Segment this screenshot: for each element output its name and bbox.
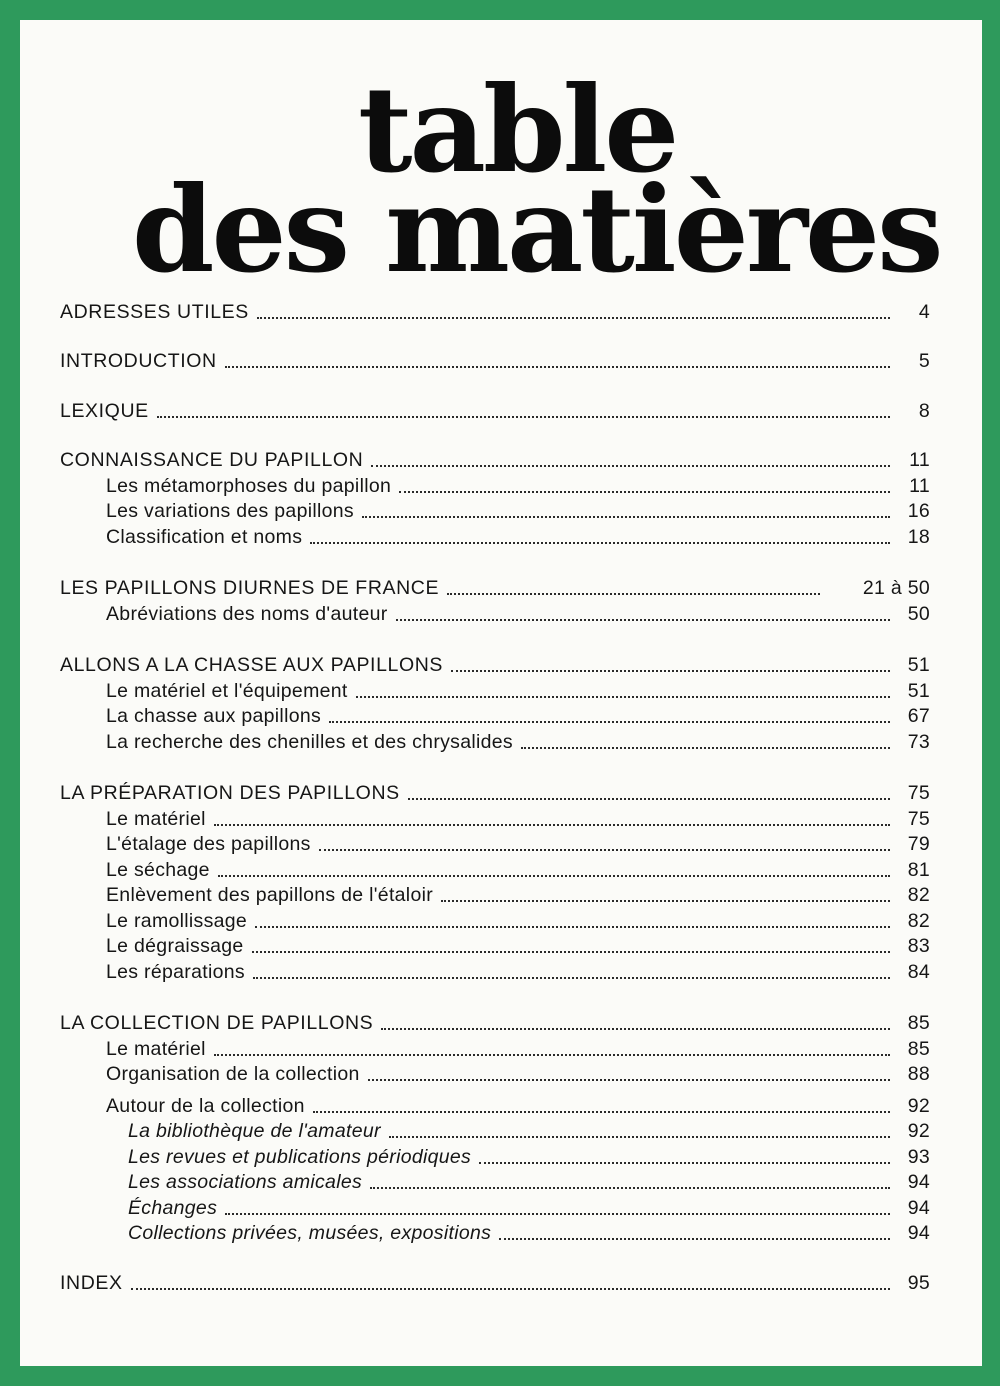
- toc-page-number: 93: [907, 1145, 930, 1168]
- dot-leader: [214, 1054, 890, 1056]
- toc-page-number: 67: [907, 705, 930, 727]
- toc-subentry: [60, 907, 930, 933]
- toc-section-diurnes: [60, 575, 930, 626]
- toc-section-preparation: [60, 780, 930, 984]
- toc-page-number: 92: [907, 1094, 930, 1117]
- toc-subentry: [60, 933, 930, 959]
- toc-page-number: 94: [907, 1171, 930, 1193]
- toc-subentry: [60, 1092, 930, 1118]
- toc-page-number: 82: [907, 884, 930, 906]
- toc-page-number: 50: [907, 602, 930, 625]
- dot-leader: [396, 619, 890, 621]
- dot-leader: [370, 1187, 890, 1189]
- toc-label: Le séchage: [106, 858, 210, 881]
- toc-section-connaissance: [60, 447, 930, 549]
- toc-subentry: [60, 831, 930, 857]
- toc-page-number: 85: [907, 1012, 930, 1034]
- toc-subentry: [60, 472, 930, 498]
- toc-subentry: [60, 728, 930, 754]
- toc-subsubentry: [60, 1169, 930, 1195]
- document-page: [20, 20, 982, 1366]
- dot-leader: [499, 1238, 890, 1240]
- toc-subentry: [60, 805, 930, 831]
- spacer: [60, 373, 930, 397]
- spacer: [60, 984, 930, 1010]
- dot-leader: [381, 1028, 890, 1030]
- toc-subsubentry: [60, 1118, 930, 1144]
- toc-label: CONNAISSANCE DU PAPILLON: [60, 449, 364, 471]
- toc-label: LA COLLECTION DE PAPILLONS: [60, 1012, 374, 1034]
- toc-label: Échanges: [128, 1196, 218, 1219]
- dot-leader: [368, 1079, 890, 1081]
- spacer: [60, 626, 930, 652]
- toc-page-number: 75: [907, 782, 930, 804]
- spacer: [60, 423, 930, 447]
- toc-page-number: 92: [907, 1120, 930, 1142]
- toc-label: Le matériel: [106, 807, 206, 830]
- toc-subentry: [60, 600, 930, 626]
- dot-leader: [225, 366, 890, 368]
- toc-subentry: [60, 958, 930, 984]
- toc-label: Le matériel et l'équipement: [106, 679, 348, 702]
- toc-subentry: [60, 882, 930, 908]
- toc-page-number: 84: [907, 960, 930, 983]
- dot-leader: [451, 670, 890, 672]
- spacer: [60, 754, 930, 780]
- toc-label: Les métamorphoses du papillon: [106, 474, 392, 497]
- toc-label: Enlèvement des papillons de l'étaloir: [106, 884, 434, 906]
- dot-leader: [408, 798, 890, 800]
- toc-entry: [60, 780, 930, 806]
- table-of-contents: [60, 298, 930, 1295]
- toc-page-number: 85: [907, 1037, 930, 1060]
- toc-label: Le matériel: [106, 1037, 206, 1060]
- toc-entry-index: [60, 1269, 930, 1295]
- toc-label: Le dégraissage: [106, 935, 244, 957]
- dot-leader: [356, 696, 890, 698]
- dot-leader: [225, 1213, 890, 1215]
- toc-label: Les variations des papillons: [106, 500, 354, 522]
- toc-section-chasse: [60, 652, 930, 754]
- toc-label: Organisation de la collection: [106, 1063, 360, 1085]
- toc-label: Les revues et publications périodiques: [128, 1145, 472, 1168]
- toc-page-number: 88: [907, 1063, 930, 1085]
- toc-label: Autour de la collection: [106, 1094, 305, 1117]
- toc-label: Classification et noms: [106, 525, 303, 548]
- toc-entry: [60, 575, 930, 601]
- toc-subsubentry: [60, 1220, 930, 1246]
- toc-entry: [60, 447, 930, 473]
- toc-page-number: 79: [907, 833, 930, 855]
- dot-leader: [313, 1111, 890, 1113]
- toc-label: Abréviations des noms d'auteur: [106, 602, 388, 625]
- toc-section-collection: [60, 1010, 930, 1246]
- dot-leader: [214, 824, 890, 826]
- toc-page-number: 16: [907, 500, 930, 522]
- toc-label: INDEX: [60, 1271, 123, 1294]
- toc-label: Les associations amicales: [128, 1171, 363, 1193]
- toc-page-number: 81: [907, 858, 930, 881]
- dot-leader: [447, 593, 820, 595]
- toc-page-number: 11: [909, 474, 930, 497]
- title-line-2: des matières: [132, 160, 941, 299]
- toc-subsubentry: [60, 1194, 930, 1220]
- dot-leader: [310, 542, 890, 544]
- toc-subentry: [60, 498, 930, 524]
- spacer: [60, 324, 930, 348]
- spacer: [60, 549, 930, 575]
- dot-leader: [253, 977, 890, 979]
- dot-leader: [329, 721, 890, 723]
- toc-page-number: 95: [907, 1271, 930, 1294]
- dot-leader: [389, 1136, 890, 1138]
- toc-page-number: 8: [918, 399, 930, 422]
- dot-leader: [319, 849, 890, 851]
- toc-label: LES PAPILLONS DIURNES DE FRANCE: [60, 577, 440, 599]
- toc-page-number: 94: [907, 1196, 930, 1219]
- title-line-1: table: [358, 60, 677, 199]
- page-title: [20, 60, 982, 299]
- toc-page-number: 51: [907, 679, 930, 702]
- toc-page-number: 73: [907, 730, 930, 753]
- dot-leader: [479, 1162, 890, 1164]
- spacer: [60, 1245, 930, 1269]
- toc-label: ADRESSES UTILES: [60, 300, 249, 323]
- toc-subentry: [60, 856, 930, 882]
- toc-label: L'étalage des papillons: [106, 833, 311, 855]
- toc-label: La recherche des chenilles et des chrysalides: [106, 730, 513, 753]
- toc-label: La chasse aux papillons: [106, 705, 322, 727]
- dot-leader: [362, 516, 890, 518]
- toc-label: La bibliothèque de l'amateur: [128, 1120, 381, 1142]
- toc-page-number: 94: [907, 1222, 930, 1244]
- dot-leader: [218, 875, 890, 877]
- toc-page-number: 11: [909, 449, 930, 471]
- toc-label: Collections privées, musées, expositions: [128, 1222, 492, 1244]
- toc-subsubentry: [60, 1143, 930, 1169]
- toc-label: Les réparations: [106, 960, 245, 983]
- dot-leader: [157, 416, 890, 418]
- toc-entry: [60, 652, 930, 678]
- toc-label: ALLONS A LA CHASSE AUX PAPILLONS: [60, 654, 444, 676]
- toc-label: LEXIQUE: [60, 399, 149, 422]
- dot-leader: [131, 1288, 890, 1290]
- toc-subentry: [60, 677, 930, 703]
- toc-label: LA PRÉPARATION DES PAPILLONS: [60, 782, 400, 804]
- dot-leader: [371, 465, 890, 467]
- dot-leader: [255, 926, 890, 928]
- toc-page-number: 75: [907, 807, 930, 830]
- toc-page-number: 4: [918, 300, 930, 323]
- dot-leader: [252, 951, 890, 953]
- toc-entry: [60, 1010, 930, 1036]
- toc-entry-introduction: [60, 348, 930, 374]
- dot-leader: [521, 747, 890, 749]
- toc-subentry: [60, 1061, 930, 1087]
- toc-subentry: [60, 703, 930, 729]
- toc-entry-adresses: [60, 298, 930, 324]
- toc-subentry: [60, 1035, 930, 1061]
- toc-page-number: 21 à 50: [862, 577, 930, 599]
- toc-entry-lexique: [60, 397, 930, 423]
- toc-label: Le ramollissage: [106, 909, 248, 932]
- toc-page-number: 18: [907, 525, 930, 548]
- dot-leader: [399, 491, 890, 493]
- toc-page-number: 51: [907, 654, 930, 676]
- toc-page-number: 82: [907, 909, 930, 932]
- toc-page-number: 5: [918, 350, 930, 372]
- toc-page-number: 83: [907, 935, 930, 957]
- toc-subentry: [60, 523, 930, 549]
- toc-label: INTRODUCTION: [60, 350, 217, 372]
- dot-leader: [441, 900, 890, 902]
- dot-leader: [257, 317, 890, 319]
